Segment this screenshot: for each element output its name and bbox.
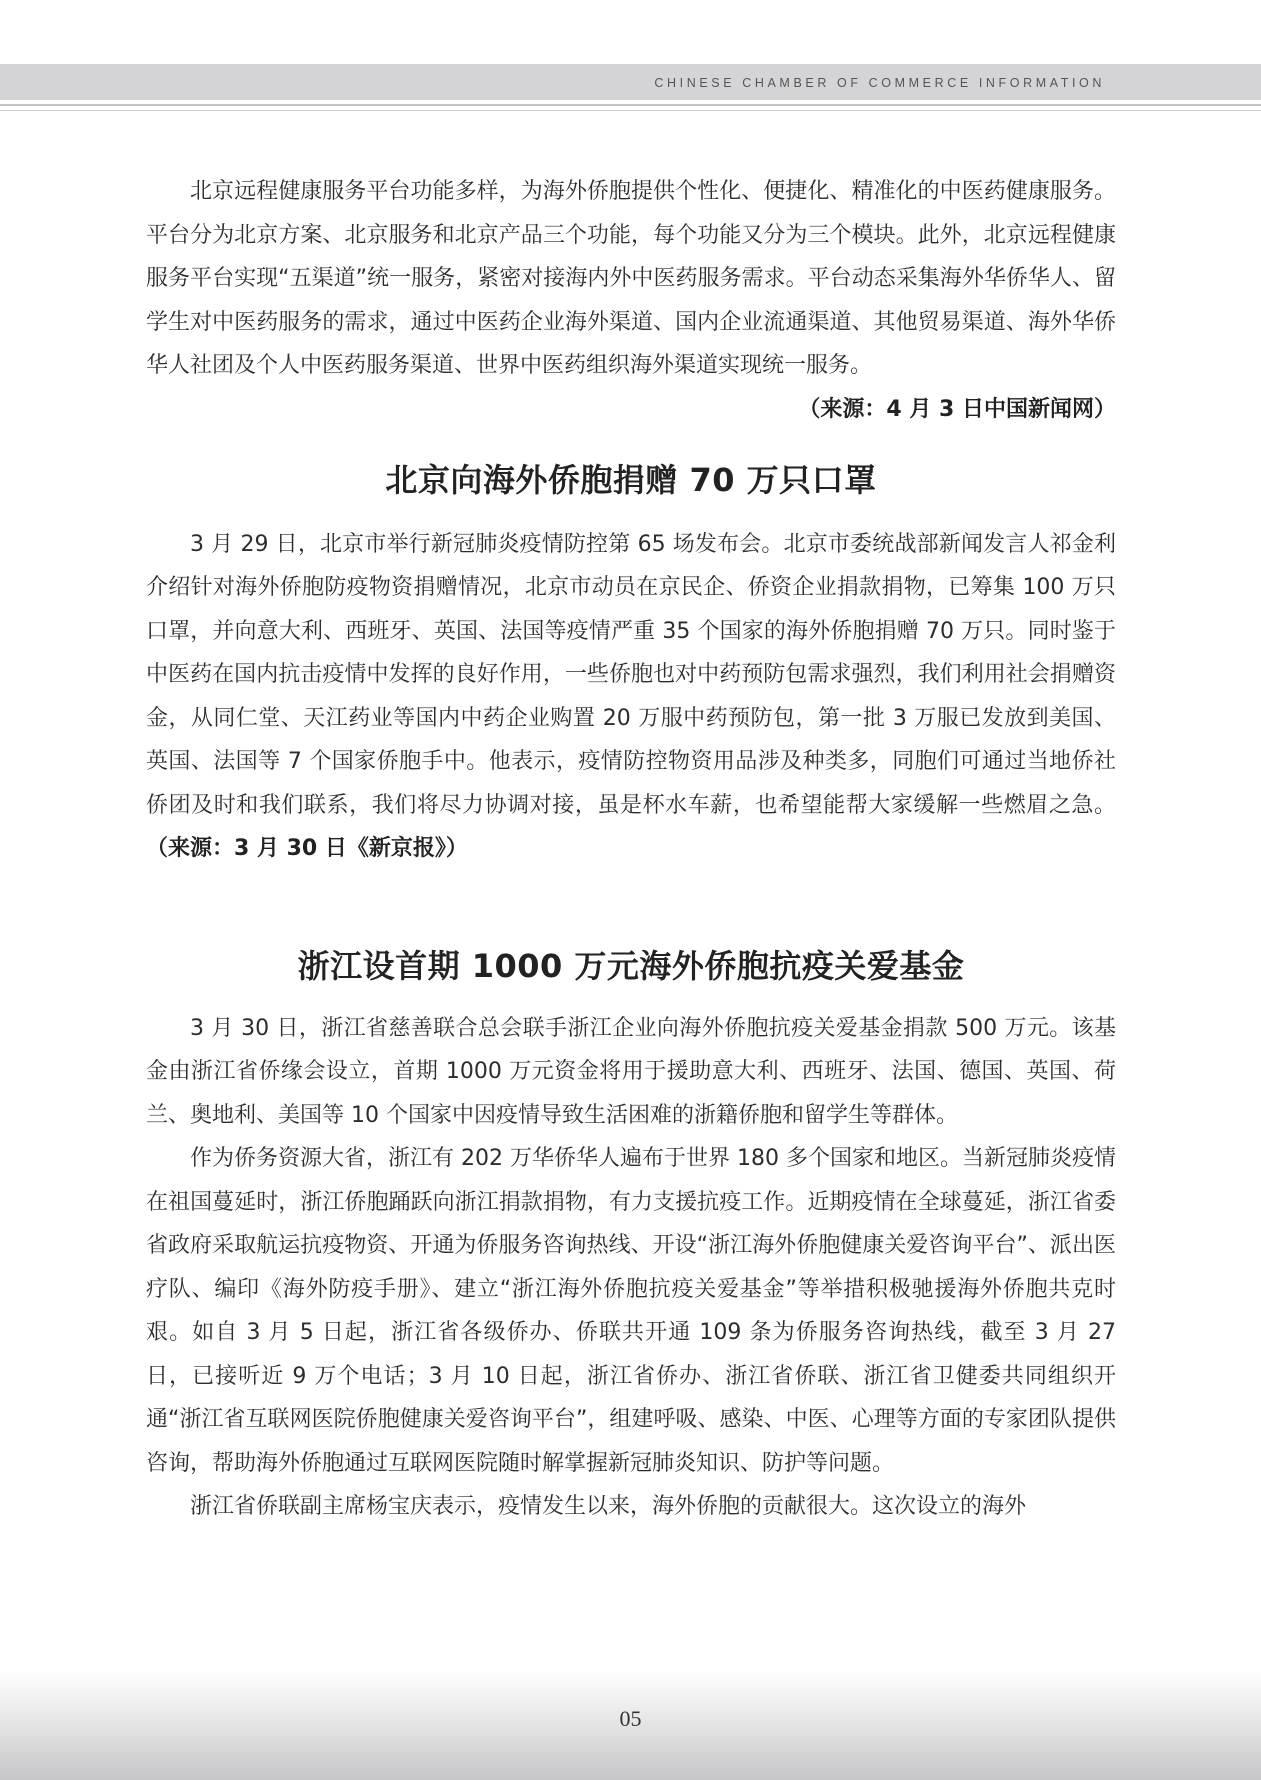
article-1-source: （来源：3 月 30 日《新京报》） bbox=[146, 836, 468, 861]
page-number: 05 bbox=[619, 1706, 642, 1731]
article-1-text: 3 月 29 日，北京市举行新冠肺炎疫情防控第 65 场发布会。北京市委统战部新闻发言人祁金利介绍针对海外侨胞防疫物资捐赠情况，北京市动员在京民企、侨资企业捐款捐物，已筹集 100 万只口罩，并向意大利、西班牙、英国、法国等疫情严重 35 个国家的海外侨胞捐赠 70 万只。同时鉴于中医药在国内抗击疫情中发挥的良好作用，一些侨胞也对中药预防包需求强烈，我们利用社会捐赠资金，从同仁堂、天江药业等国内中药企业购置 20 万服中药预防包，第一批 3 万服已发放到美国、英国、法国等 7 个国家侨胞手中。他表示，疫情防控物资用品涉及种类多，同胞们可通过当地侨社侨团及时和我们联系，我们将尽力协调对接，虽是杯水车薪，也希望能帮大家缓解一些燃眉之急。 bbox=[146, 531, 1116, 818]
intro-paragraph bbox=[146, 170, 1116, 422]
article-2-paragraph-3: 浙江省侨联副主席杨宝庆表示，疫情发生以来，海外侨胞的贡献很大。这次设立的海外 bbox=[190, 1494, 1027, 1519]
header-rule-thin bbox=[0, 110, 1261, 111]
article-1-paragraph bbox=[146, 523, 1116, 871]
intro-source: （来源：4 月 3 日中国新闻网） bbox=[798, 396, 1116, 422]
header-rule bbox=[0, 104, 1261, 106]
article-2-paragraph-1: 3 月 30 日，浙江省慈善联合总会联手浙江企业向海外侨胞抗疫关爱基金捐款 500 万元。该基金由浙江省侨缘会设立，首期 1000 万元资金将用于援助意大利、西班牙、法国、德国、英国、荷兰、奥地利、美国等 10 个国家中因疫情导致生活困难的浙籍侨胞和留学生等群体。 bbox=[146, 1015, 1116, 1128]
article-1-title: 北京向海外侨胞捐赠 70 万只口罩 bbox=[385, 460, 877, 499]
article-2-paragraph-2: 作为侨务资源大省，浙江有 202 万华侨华人遍布于世界 180 多个国家和地区。当新冠肺炎疫情在祖国蔓延时，浙江侨胞踊跃向浙江捐款捐物，有力支援抗疫工作。近期疫情在全球蔓延，浙江省委省政府采取航运抗疫物资、开通为侨服务咨询热线、开设“浙江海外侨胞健康关爱咨询平台”、派出医疗队、编印《海外防疫手册》、建立“浙江海外侨胞抗疫关爱基金”等举措积极驰援海外侨胞共克时艰。如自 3 月 5 日起，浙江省各级侨办、侨联共开通 109 条为侨服务咨询热线，截至 3 月 27 日，已接听近 9 万个电话；3 月 10 日起，浙江省侨办、浙江省侨联、浙江省卫健委共同组织开通“浙江省互联网医院侨胞健康关爱咨询平台”，组建呼吸、感染、中医、心理等方面的专家团队提供咨询，帮助海外侨胞通过互联网医院随时解掌握新冠肺炎知识、防护等问题。 bbox=[146, 1146, 1116, 1476]
article-2-title: 浙江设首期 1000 万元海外侨胞抗疫关爱基金 bbox=[297, 946, 965, 985]
intro-text: 北京远程健康服务平台功能多样，为海外侨胞提供个性化、便捷化、精准化的中医药健康服务。平台分为北京方案、北京服务和北京产品三个功能，每个功能又分为三个模块。此外，北京远程健康服务平台实现“五渠道”统一服务，紧密对接海内外中医药服务需求。平台动态采集海外华侨华人、留学生对中医药服务的需求，通过中医药企业海外渠道、国内企业流通渠道、其他贸易渠道、海外华侨华人社团及个人中医药服务渠道、世界中医药组织海外渠道实现统一服务。 bbox=[146, 179, 1116, 378]
publication-name: CHINESE CHAMBER OF COMMERCE INFORMATION bbox=[654, 76, 1105, 90]
article-content bbox=[146, 170, 1116, 1529]
